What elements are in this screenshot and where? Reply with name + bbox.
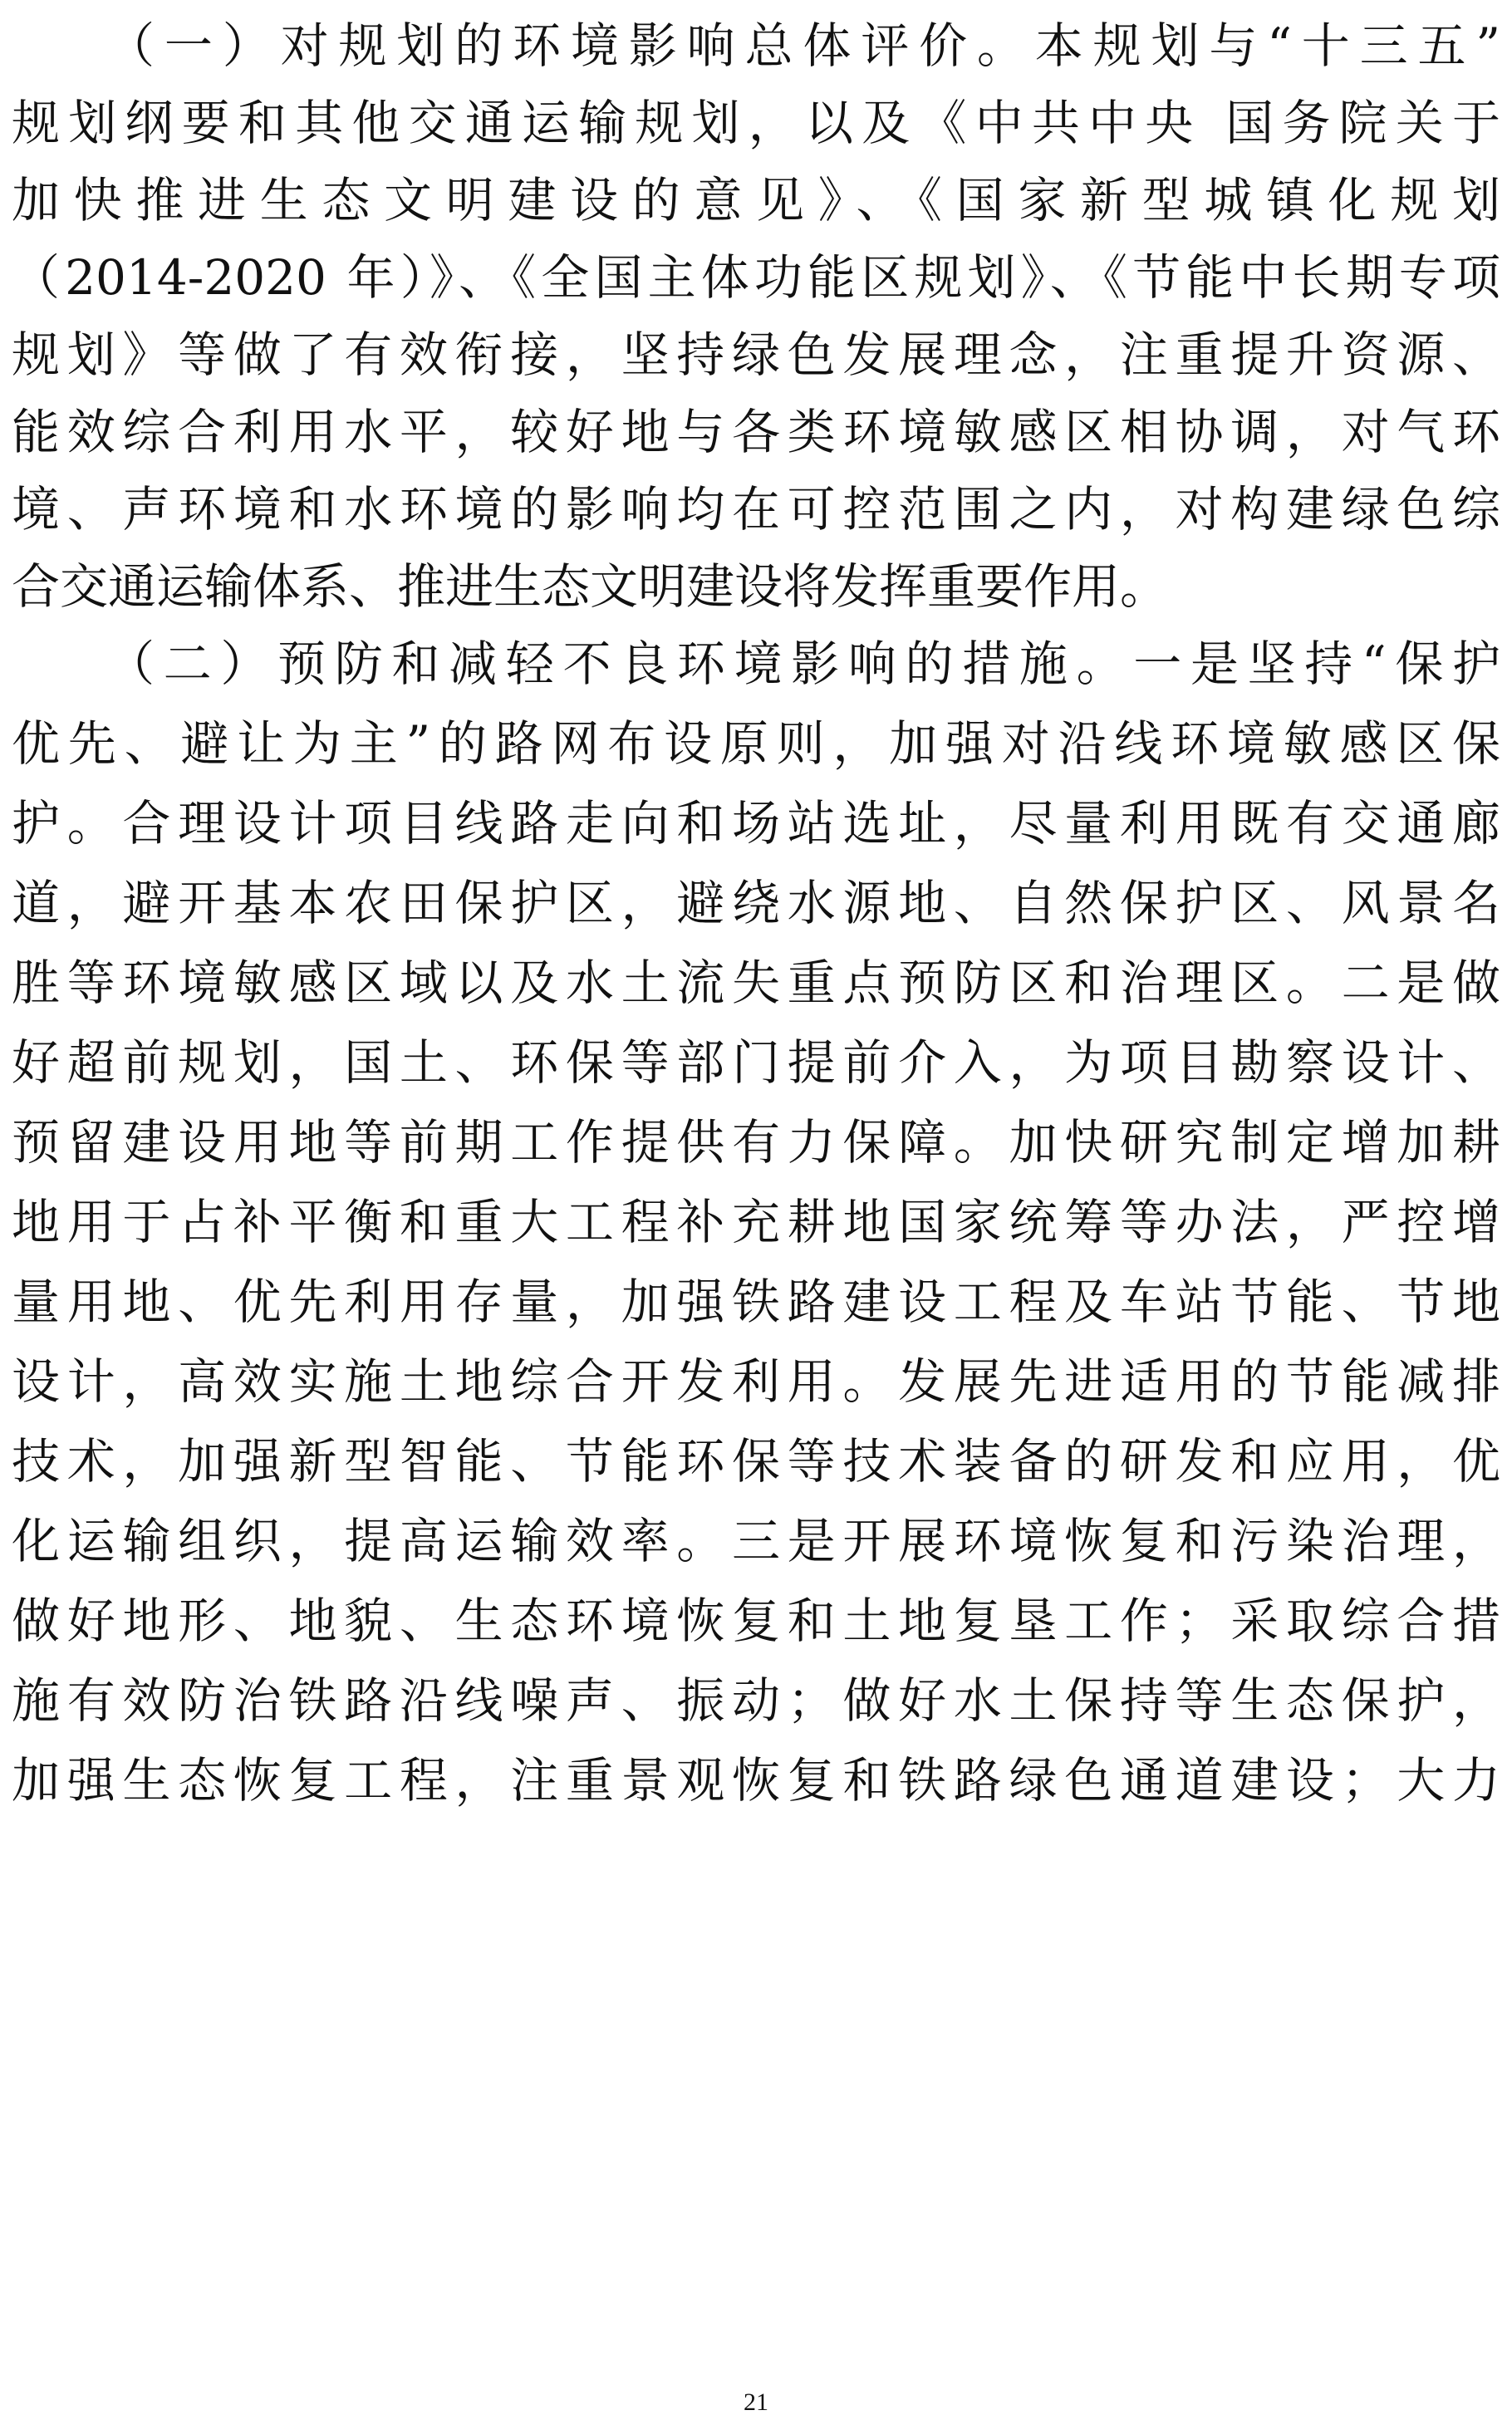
text-line: 施有效防治铁路沿线噪声、振动；做好水土保持等生态保护， <box>12 1672 1500 1729</box>
text-line: 道，避开基本农田保护区，避绕水源地、自然保护区、风景名 <box>12 875 1500 931</box>
text-line: 预留建设用地等前期工作提供有力保障。加快研究制定增加耕 <box>12 1114 1500 1171</box>
text-line: 规划纲要和其他交通运输规划，以及《中共中央 国务院关于 <box>12 95 1500 151</box>
text-line: 合交通运输体系、推进生态文明建设将发挥重要作用。 <box>12 558 1169 615</box>
text-line: 化运输组织，提高运输效率。三是开展环境恢复和污染治理， <box>12 1513 1500 1569</box>
text-line: 加快推进生态文明建设的意见》、《国家新型城镇化规划 <box>12 172 1500 228</box>
text-line: 境、声环境和水环境的影响均在可控范围之内，对构建绿色综 <box>12 481 1500 538</box>
text-line: 地用于占补平衡和重大工程补充耕地国家统筹等办法，严控增 <box>12 1194 1500 1250</box>
text-line: 设计，高效实施土地综合开发利用。发展先进适用的节能减排 <box>12 1353 1500 1410</box>
text-line: （2014-2020 年）》、《全国主体功能区规划》、《节能中长期专项 <box>12 249 1500 306</box>
text-line: 规划》等做了有效衔接，坚持绿色发展理念，注重提升资源、 <box>12 326 1500 383</box>
text-line: （一）对规划的环境影响总体评价。本规划与“十三五” <box>106 17 1500 74</box>
text-line: 好超前规划，国土、环保等部门提前介入，为项目勘察设计、 <box>12 1034 1500 1091</box>
text-line: 能效综合利用水平，较好地与各类环境敏感区相协调，对气环 <box>12 404 1500 460</box>
text-line: 加强生态恢复工程，注重景观恢复和铁路绿色通道建设；大力 <box>12 1752 1500 1809</box>
text-line: 量用地、优先利用存量，加强铁路建设工程及车站节能、节地 <box>12 1274 1500 1330</box>
text-line: （二）预防和减轻不良环境影响的措施。一是坚持“保护 <box>106 636 1500 692</box>
text-line: 胜等环境敏感区域以及水土流失重点预防区和治理区。二是做 <box>12 955 1500 1011</box>
text-line: 优先、避让为主”的路网布设原则，加强对沿线环境敏感区保 <box>12 715 1500 772</box>
text-line: 护。合理设计项目线路走向和场站选址，尽量利用既有交通廊 <box>12 795 1500 852</box>
text-line: 做好地形、地貌、生态环境恢复和土地复垦工作；采取综合措 <box>12 1593 1500 1649</box>
page-number: 21 <box>744 2388 768 2416</box>
text-line: 技术，加强新型智能、节能环保等技术装备的研发和应用，优 <box>12 1433 1500 1490</box>
